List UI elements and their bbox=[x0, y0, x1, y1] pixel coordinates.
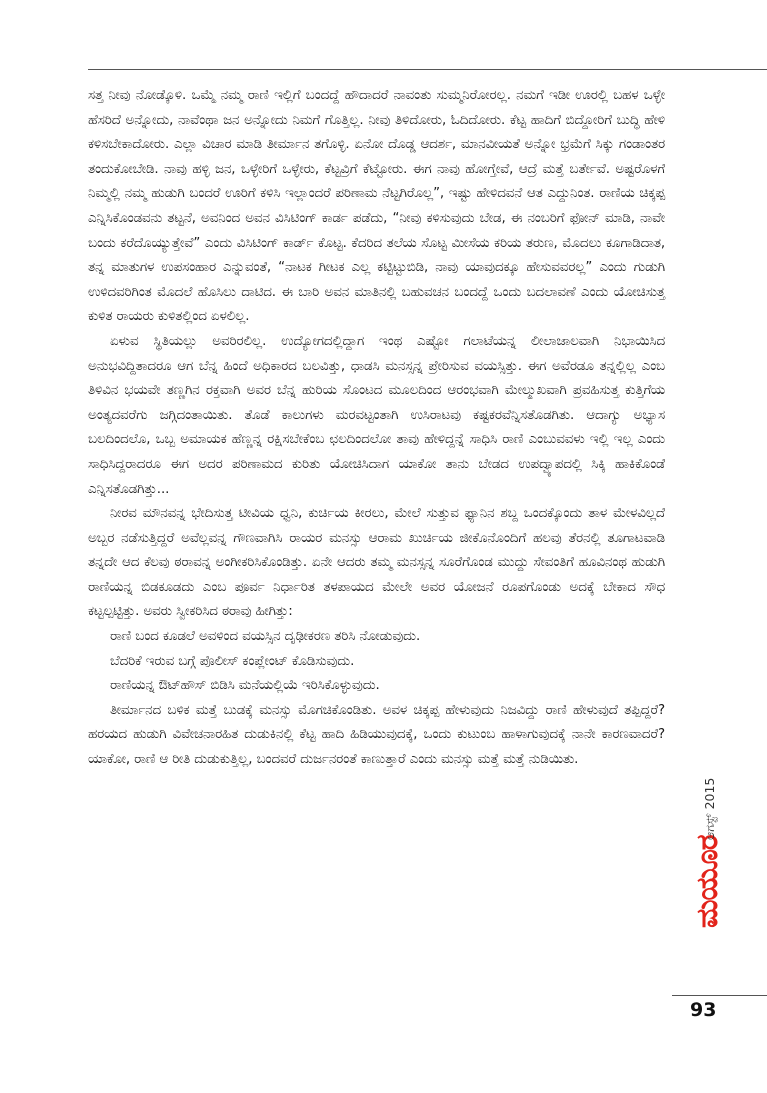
article-body bbox=[88, 84, 665, 773]
paragraph-2: ಏಳುವ ಸ್ಥಿತಿಯಲ್ಲು ಅವರಿರಲಿಲ್ಲ. ಉದ್ಯೋಗದಲ್ಲಿದ್ದಾಗ ಇಂಥ ಎಷ್ಟೋ ಗಲಾಟೆಯನ್ನ ಲೀಲಾಜಾಲವಾಗಿ ನಿಭಾಯಿಸಿದ ಅನುಭವಿದ್ದಿತಾದರೂ ಆಗ ಬೆನ್ನ ಹಿಂದೆ ಅಧಿಕಾರದ ಬಲವಿತ್ತು, ಧಾಡಸಿ ಮನಸ್ಸನ್ನ ಪ್ರೇರಿಸುವ ವಯಸ್ಸಿತ್ತು. ಈಗ ಅವೆರಡೂ ತನ್ನಲ್ಲಿಲ್ಲ ಎಂಬ ತಿಳಿವಿನ ಭಯವೇ ತಣ್ಣಗಿನ ರಕ್ತವಾಗಿ ಅವರ ಬೆನ್ನ ಹುರಿಯ ಸೊಂಟದ ಮೂಲದಿಂದ ಆರಂಭವಾಗಿ ಮೇಲ್ಮುಖವಾಗಿ ಪ್ರವಹಿಸುತ್ತ ಕುತ್ತಿಗೆಯ ಅಂತ್ಯದವರೆಗು ಜಗ್ಗಿದಂತಾಯಿತು. ತೊಡೆ ಕಾಲುಗಳು ಮರವಟ್ಟಂತಾಗಿ ಉಸಿರಾಟವು ಕಷ್ಟಕರವೆನ್ನಿಸತೊಡಗಿತು. ಆದಾಗ್ಯು ಅಭ್ಯಾಸ ಬಲದಿಂದಲೊ, ಒಬ್ಬ ಅಮಾಯಕ ಹೆಣ್ಣನ್ನ ರಕ್ಷಿಸಬೇಕೆಂಬ ಛಲದಿಂದಲೋ ತಾವು ಹೇಳಿದ್ದನ್ನೆ ಸಾಧಿಸಿ ರಾಣಿ ಎಂಬುವವಳು ಇಲ್ಲಿ ಇಲ್ಲ ಎಂದು ಸಾಧಿಸಿದ್ದರಾದರೂ ಈಗ ಅದರ ಪರಿಣಾಮದ ಕುರಿತು ಯೋಚಿಸಿದಾಗ ಯಾಕೋ ತಾನು ಬೇಡದ ಉಪದ್ವ್ಯಾಪದಲ್ಲಿ ಸಿಕ್ಕಿ ಹಾಕಿಕೊಂಡೆ ಎನ್ನಿಸತೊಡಗಿತ್ತು... bbox=[88, 333, 665, 497]
footer-rule bbox=[672, 995, 767, 996]
resolution-item-2: ಬೆದರಿಕೆ ಇರುವ ಬಗ್ಗೆ ಪೊಲೀಸ್ ಕಂಪ್ಲೇಂಟ್ ಕೊಡಿಸುವುದು. bbox=[110, 653, 355, 669]
issue-date: ಆಗಸ್ಟ್ 2015 bbox=[702, 777, 717, 840]
magazine-masthead bbox=[672, 770, 742, 995]
magazine-name-logo: ಮಯೂರ bbox=[690, 835, 725, 928]
page-number: 93 bbox=[690, 999, 717, 1021]
resolution-item-3: ರಾಣಿಯನ್ನ ಔಟ್‌ಹೌಸ್ ಬಿಡಿಸಿ ಮನೆಯಲ್ಲಿಯೆ ಇರಿಸಿಕೊಳ್ಳುವುದು. bbox=[110, 678, 380, 694]
paragraph-1: ಸತ್ತ ನೀವು ನೋಡ್ಕೊಳಿ. ಒಮ್ಮೆ ನಮ್ಮ ರಾಣಿ ಇಲ್ಲಿಗೆ ಬಂದದ್ದೆ ಹೌದಾದರೆ ನಾವಂತು ಸುಮ್ಮನಿರೋರಲ್ಲ. ನಮಗೆ ಇಡೀ ಊರಲ್ಲಿ ಬಹಳ ಒಳ್ಳೇ ಹೆಸರಿದೆ ಅನ್ನೋದು, ನಾವೆಂಥಾ ಜನ ಅನ್ನೋದು ನಿಮಗೆ ಗೊತ್ತಿಲ್ಲ. ನೀವು ತಿಳಿದೋರು, ಓದಿದೋರು. ಕೆಟ್ಟ ಹಾದಿಗೆ ಬಿದ್ದೋರಿಗೆ ಬುದ್ಧಿ ಹೇಳಿ ಕಳಿಸಬೇಕಾದೋರು. ಎಲ್ಲಾ ವಿಚಾರ ಮಾಡಿ ತೀರ್ಮಾನ ತಗೊಳ್ಳಿ. ಏನೋ ದೊಡ್ಡ ಆದರ್ಶ, ಮಾನವೀಯತೆ ಅನ್ನೋ ಭ್ರಮೆಗೆ ಸಿಕ್ಕು ಗಂಡಾಂತರ ತಂದುಕೋಬೇಡಿ. ನಾವು ಹಳ್ಳಿ ಜನ, ಒಳ್ಳೇರಿಗೆ ಒಳ್ಳೇರು, ಕೆಟ್ಟವ್ರಿಗೆ ಕೆಟ್ಟೋರು. ಈಗ ನಾವು ಹೋಗ್ತೇವೆ, ಆದ್ರೆ ಮತ್ತೆ ಬರ್ತೇವೆ. ಅಷ್ಟರೊಳಗೆ ನಿಮ್ಮಲ್ಲಿ ನಮ್ಮ ಹುಡುಗಿ ಬಂದರೆ ಊರಿಗೆ ಕಳಿಸಿ ಇಲ್ಲಾಂದರೆ ಪರಿಣಾಮ ನೆಟ್ಟಗಿರೊಲ್ಲ”, ಇಷ್ಟು ಹೇಳಿದವನೆ ಆತ ಎದ್ದುನಿಂತ. ರಾಣಿಯ ಚಿಕ್ಕಪ್ಪ ಎನ್ನಿಸಿಕೊಂಡವನು ತಟ್ಟನೆ, ಅವನಿಂದ ಅವನ ವಿಸಿಟಿಂಗ್ ಕಾರ್ಡ ಪಡೆದು, “ನೀವು ಕಳಿಸುವುದು ಬೇಡ, ಈ ನಂಬರಿಗೆ ಫೋನ್ ಮಾಡಿ, ನಾವೇ ಬಂದು ಕರೆದೊಯ್ಯುತ್ತೇವೆ” ಎಂದು ವಿಸಿಟಿಂಗ್ ಕಾರ್ಡ್ ಕೊಟ್ಟ. ಕೆದರಿದ ತಲೆಯ ಸೊಟ್ಟ ಮೀಸೆಯ ಕರಿಯ ತರುಣ, ಮೊದಲು ಕೂಗಾಡಿದಾತ, ತನ್ನ ಮಾತುಗಳ ಉಪಸಂಹಾರ ಎನ್ನುವಂತೆ, “ನಾಟಕ ಗೀಟಕ ಎಲ್ಲ ಕಟ್ಟಿಟ್ಟುಬಿಡಿ, ನಾವು ಯಾವುದಕ್ಕೂ ಹೇಸುವವರಲ್ಲ” ಎಂದು ಗುಡುಗಿ ಉಳಿದವರಿಗಿಂತ ಮೊದಲೆ ಹೊಸಿಲು ದಾಟಿದ. ಈ ಬಾರಿ ಅವನ ಮಾತಿನಲ್ಲಿ ಬಹುವಚನ ಬಂದದ್ದೆ ಒಂದು ಬದಲಾವಣೆ ಎಂದು ಯೋಚಿಸುತ್ತ ಕುಳಿತ ರಾಯರು ಕುಳಿತಲ್ಲಿಂದ ಏಳಲಿಲ್ಲ. bbox=[88, 88, 665, 325]
closing-paragraph: ತೀರ್ಮಾನದ ಬಳಿಕ ಮತ್ತೆ ಬುಡಕ್ಕೆ ಮನಸ್ಸು ಮೊಗಚಿಕೊಂಡಿತು. ಅವಳ ಚಿಕ್ಕಪ್ಪ ಹೇಳುವುದು ನಿಜವಿದ್ದು ರಾಣಿ ಹೇಳುವುದೆ ತಪ್ಪಿದ್ದರೆ? ಹರಯದ ಹುಡುಗಿ ವಿವೇಚನಾರಹಿತ ದುಡುಕಿನಲ್ಲಿ ಕೆಟ್ಟ ಹಾದಿ ಹಿಡಿಯುವುದಕ್ಕೆ, ಒಂದು ಕುಟುಂಬ ಹಾಳಾಗುವುದಕ್ಕೆ ನಾನೇ ಕಾರಣವಾದರೆ? ಯಾಕೋ, ರಾಣಿ ಆ ರೀತಿ ದುಡುಕುತ್ತಿಲ್ಲ, ಬಂದವರೆ ದುರ್ಜನರಂತೆ ಕಾಣುತ್ತಾರೆ ಎಂದು ಮನಸ್ಸು ಮತ್ತೆ ಮತ್ತೆ ನುಡಿಯಿತು. bbox=[88, 702, 665, 768]
resolution-item-1: ರಾಣಿ ಬಂದ ಕೂಡಲೆ ಅವಳಿಂದ ವಯಸ್ಸಿನ ದೃಢೀಕರಣ ತರಿಸಿ ನೋಡುವುದು. bbox=[110, 629, 421, 645]
header-rule bbox=[88, 69, 767, 70]
paragraph-3: ನೀರವ ಮೌನವನ್ನ ಭೇದಿಸುತ್ತ ಟೀವಿಯ ಧ್ವನಿ, ಕುರ್ಚಿಯ ಕೀರಲು, ಮೇಲೆ ಸುತ್ತುವ ಫ್ಯಾನಿನ ಶಬ್ದ ಒಂದಕ್ಕೊಂದು ತಾಳ ಮೇಳವಿಲ್ಲದೆ ಅಬ್ಬರ ನಡೆಸುತ್ತಿದ್ದರೆ ಅವೆಲ್ಲವನ್ನ ಗೌಣವಾಗಿಸಿ ರಾಯರ ಮನಸ್ಸು ಆರಾಮ ಖುರ್ಚಿಯ ಜೀಕೊನೊಂದಿಗೆ ಹಲವು ತೆರನಲ್ಲಿ ತೂಗಾಟವಾಡಿ ತನ್ನದೇ ಆದ ಕೆಲವು ಠರಾವನ್ನ ಅಂಗೀಕರಿಸಿಕೊಂಡಿತ್ತು. ಏನೇ ಆದರು ತಮ್ಮ ಮನಸ್ಸನ್ನ ಸೂರೆಗೊಂಡ ಮುದ್ದು ಸೇವಂತಿಗೆ ಹೂವಿನಂಥ ಹುಡುಗಿ ರಾಣಿಯನ್ನ ಬಿಡಕೂಡದು ಎಂಬ ಪೂರ್ವ ನಿರ್ಧಾರಿತ ತಳಪಾಯದ ಮೇಲೇ ಅವರ ಯೋಜನೆ ರೂಪಗೊಂಡು ಅದಕ್ಕೆ ಬೇಕಾದ ಸೌಧ ಕಟ್ಟಲ್ಪಟ್ಟಿತ್ತು. ಅವರು ಸ್ವೀಕರಿಸಿದ ಠರಾವು ಹೀಗಿತ್ತು: bbox=[88, 506, 665, 620]
